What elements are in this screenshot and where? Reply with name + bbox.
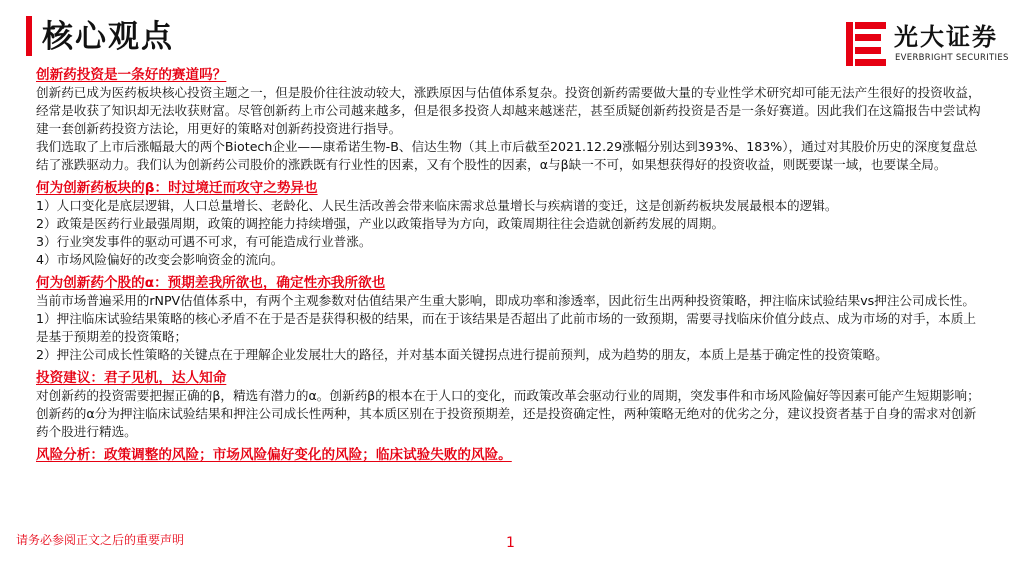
- section-paragraph: 对创新药的投资需要把握正确的β，精选有潜力的α。创新药β的根本在于人口的变化，而政策改革会驱动行业的周期，突发事件和市场风险偏好等因素可能产生短期影响；创新药的α分为押注临床试验结果和押注公司成长性两种，其本质区别在于投资预期差，还是投资确定性，两种策略无绝对的优劣之分，建议投资者基于自身的需求对创新药个股进行精选。: [36, 388, 980, 439]
- section-alpha: [36, 274, 988, 364]
- section-list-item: 1）押注临床试验结果策略的核心矛盾不在于是否是获得积极的结果，而在于该结果是否超出了此前市场的一致预期，需要寻找临床价值分歧点、成为市场的对手，本质上是基于预期差的投资策略；: [36, 311, 976, 344]
- section-paragraph: 我们选取了上市后涨幅最大的两个Biotech企业——康希诺生物-B、信达生物（其上市后截至2021.12.29涨幅分别达到393%、183%），通过对其股价历史的深度复盘总结了涨跌驱动力。我们认为创新药公司股价的涨跌既有行业性的因素，又有个股性的因素，α与β缺一不可，如果想获得好的投资收益，则既要谋一域，也要谋全局。: [36, 139, 978, 172]
- company-logo: [846, 22, 1011, 68]
- section-heading: 何为创新药板块的β：时过境迁而攻守之势异也: [36, 180, 318, 196]
- section-paragraph: 创新药已成为医药板块核心投资主题之一，但是股价往往波动较大，涨跌原因与估值体系复杂。投资创新药需要做大量的专业性学术研究却可能无法产生很好的投资收益，经常是收获了知识却无法收获财富。尽管创新药上市公司越来越多，但是很多投资人却越来越迷茫，甚至质疑创新药投资是否是一条好赛道。因此我们在这篇报告中尝试构建一套创新药投资方法论，用更好的策略对创新药投资进行指导。: [36, 85, 981, 136]
- section-heading: 风险分析：政策调整的风险；市场风险偏好变化的风险；临床试验失败的风险。: [36, 447, 512, 463]
- page-title: 核心观点: [42, 19, 174, 55]
- logo-name-cn: 光大证券: [894, 23, 998, 51]
- section-list-item: 4）市场风险偏好的改变会影响资金的流向。: [36, 252, 284, 267]
- page-number: 1: [506, 535, 515, 551]
- disclaimer-note: 请务必参阅正文之后的重要声明: [16, 533, 185, 547]
- section-list-item: 1）人口变化是底层逻辑，人口总量增长、老龄化、人民生活改善会带来临床需求总量增长与疾病谱的变迁，这是创新药板块发展最根本的逻辑。: [36, 198, 838, 213]
- section-list-item: 2）政策是医药行业最强周期，政策的调控能力持续增强，产业以政策指导为方向，政策周期往往会造就创新药发展的周期。: [36, 216, 725, 231]
- section-paragraph: 当前市场普遍采用的rNPV估值体系中，有两个主观参数对估值结果产生重大影响，即成功率和渗透率，因此衍生出两种投资策略，押注临床试验结果vs押注公司成长性。: [36, 293, 975, 308]
- section-investment-advice: [36, 369, 988, 441]
- section-racetrack: [36, 66, 988, 174]
- section-heading: 何为创新药个股的α：预期差我所欲也，确定性亦我所欲也: [36, 275, 386, 291]
- logo-name-en: EVERBRIGHT SECURITIES: [895, 53, 1009, 63]
- section-beta: [36, 179, 988, 269]
- section-heading: 创新药投资是一条好的赛道吗？: [36, 67, 227, 83]
- section-list-item: 3）行业突发事件的驱动可遇不可求，有可能造成行业普涨。: [36, 234, 372, 249]
- section-heading: 投资建议：君子见机，达人知命: [36, 370, 227, 386]
- everbright-logo-icon: [846, 22, 886, 66]
- section-risk-analysis: [36, 446, 988, 464]
- core-viewpoints-body: [36, 66, 988, 464]
- title-accent-bar: [26, 16, 32, 56]
- section-list-item: 2）押注公司成长性策略的关键点在于理解企业发展壮大的路径，并对基本面关键拐点进行提前预判，成为趋势的朋友，本质上是基于确定性的投资策略。: [36, 347, 888, 362]
